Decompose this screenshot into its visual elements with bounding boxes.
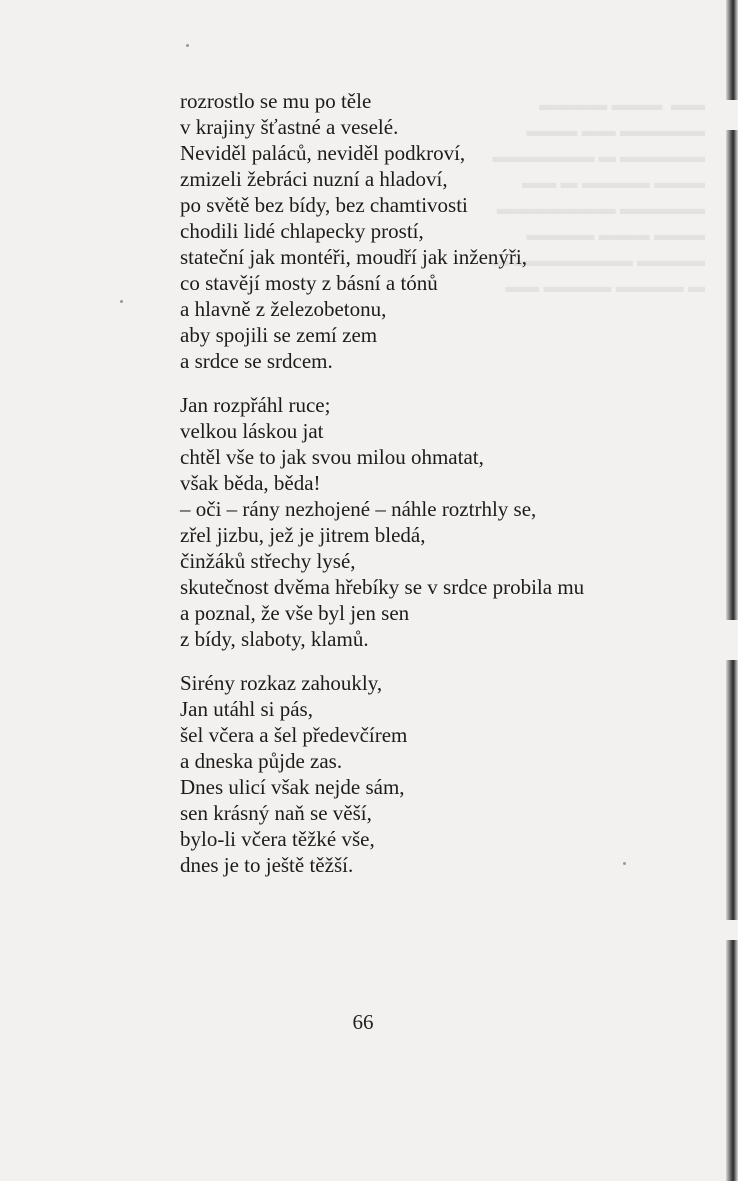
poem-line: činžáků střechy lysé, (180, 549, 356, 573)
poem-line: Jan rozpřáhl ruce; (180, 393, 331, 417)
poem-line: chodili lidé chlapecky prostí, (180, 219, 424, 243)
poem-line: aby spojili se zemí zem (180, 323, 378, 347)
poem-line: velkou láskou jat (180, 419, 324, 443)
poem-line: skutečnost dvěma hřebíky se v srdce probila mu (180, 575, 585, 599)
poem-line: a srdce se srdcem. (180, 349, 333, 373)
poem-line: zmizeli žebráci nuzní a hladoví, (180, 167, 448, 191)
poem-line: sen krásný naň se věší, (180, 801, 372, 825)
paper-speck (120, 300, 123, 303)
poem-line: šel včera a šel předevčírem (180, 723, 408, 747)
poem-line: Jan utáhl si pás, (180, 697, 313, 721)
poem-line: bylo-li včera těžké vše, (180, 827, 375, 851)
show-through-text: ▬▬ ▬▬▬ ▬▬▬▬ ▬▬▬▬▬ ▬▬ ▬▬▬ ▬▬▬▬▬ ▬ ▬▬▬▬▬▬ ▬▬▬ ▬▬▬▬ ▬ ▬▬ ▬▬▬▬▬ ▬▬▬▬▬▬▬ ▬▬▬ ▬▬▬ ▬▬▬▬ ▬▬▬▬ ▬▬▬▬▬▬▬ ▬ ▬ ▬▬▬▬ ▬▬▬▬ ▬▬ (492, 95, 705, 296)
stanza (180, 392, 700, 652)
poem-line: stateční jak montéři, moudří jak inženýři, (180, 245, 527, 269)
poem-line: v krajiny šťastné a veselé. (180, 115, 399, 139)
poem-line: a poznal, že vše byl jen sen (180, 601, 410, 625)
paper-speck (186, 44, 189, 47)
poem-line: zřel jizbu, jež je jitrem bledá, (180, 523, 426, 547)
poem-line: rozrostlo se mu po těle (180, 89, 372, 113)
poem-line: chtěl vše to jak svou milou ohmatat, (180, 445, 484, 469)
book-edge (726, 0, 738, 1181)
poem-line: Neviděl paláců, neviděl podkroví, (180, 141, 466, 165)
stanza (180, 670, 700, 878)
stanza (180, 88, 700, 374)
poem-line: Sirény rozkaz zahoukly, (180, 671, 383, 695)
poem-line: po světě bez bídy, bez chamtivosti (180, 193, 468, 217)
paper-speck (623, 862, 626, 865)
page-number: 66 (352, 1010, 374, 1034)
poem-line: z bídy, slaboty, klamů. (180, 627, 369, 651)
poem-text (180, 88, 700, 878)
poem-line: dnes je to ještě těžší. (180, 853, 354, 877)
poem-line: a hlavně z železobetonu, (180, 297, 387, 321)
poem-line: a dneska půjde zas. (180, 749, 343, 773)
poem-line: – oči – rány nezhojené – náhle roztrhly se, (180, 497, 537, 521)
poem-line: však běda, běda! (180, 471, 321, 495)
poem-line: Dnes ulicí však nejde sám, (180, 775, 405, 799)
poem-line: co stavějí mosty z básní a tónů (180, 271, 438, 295)
